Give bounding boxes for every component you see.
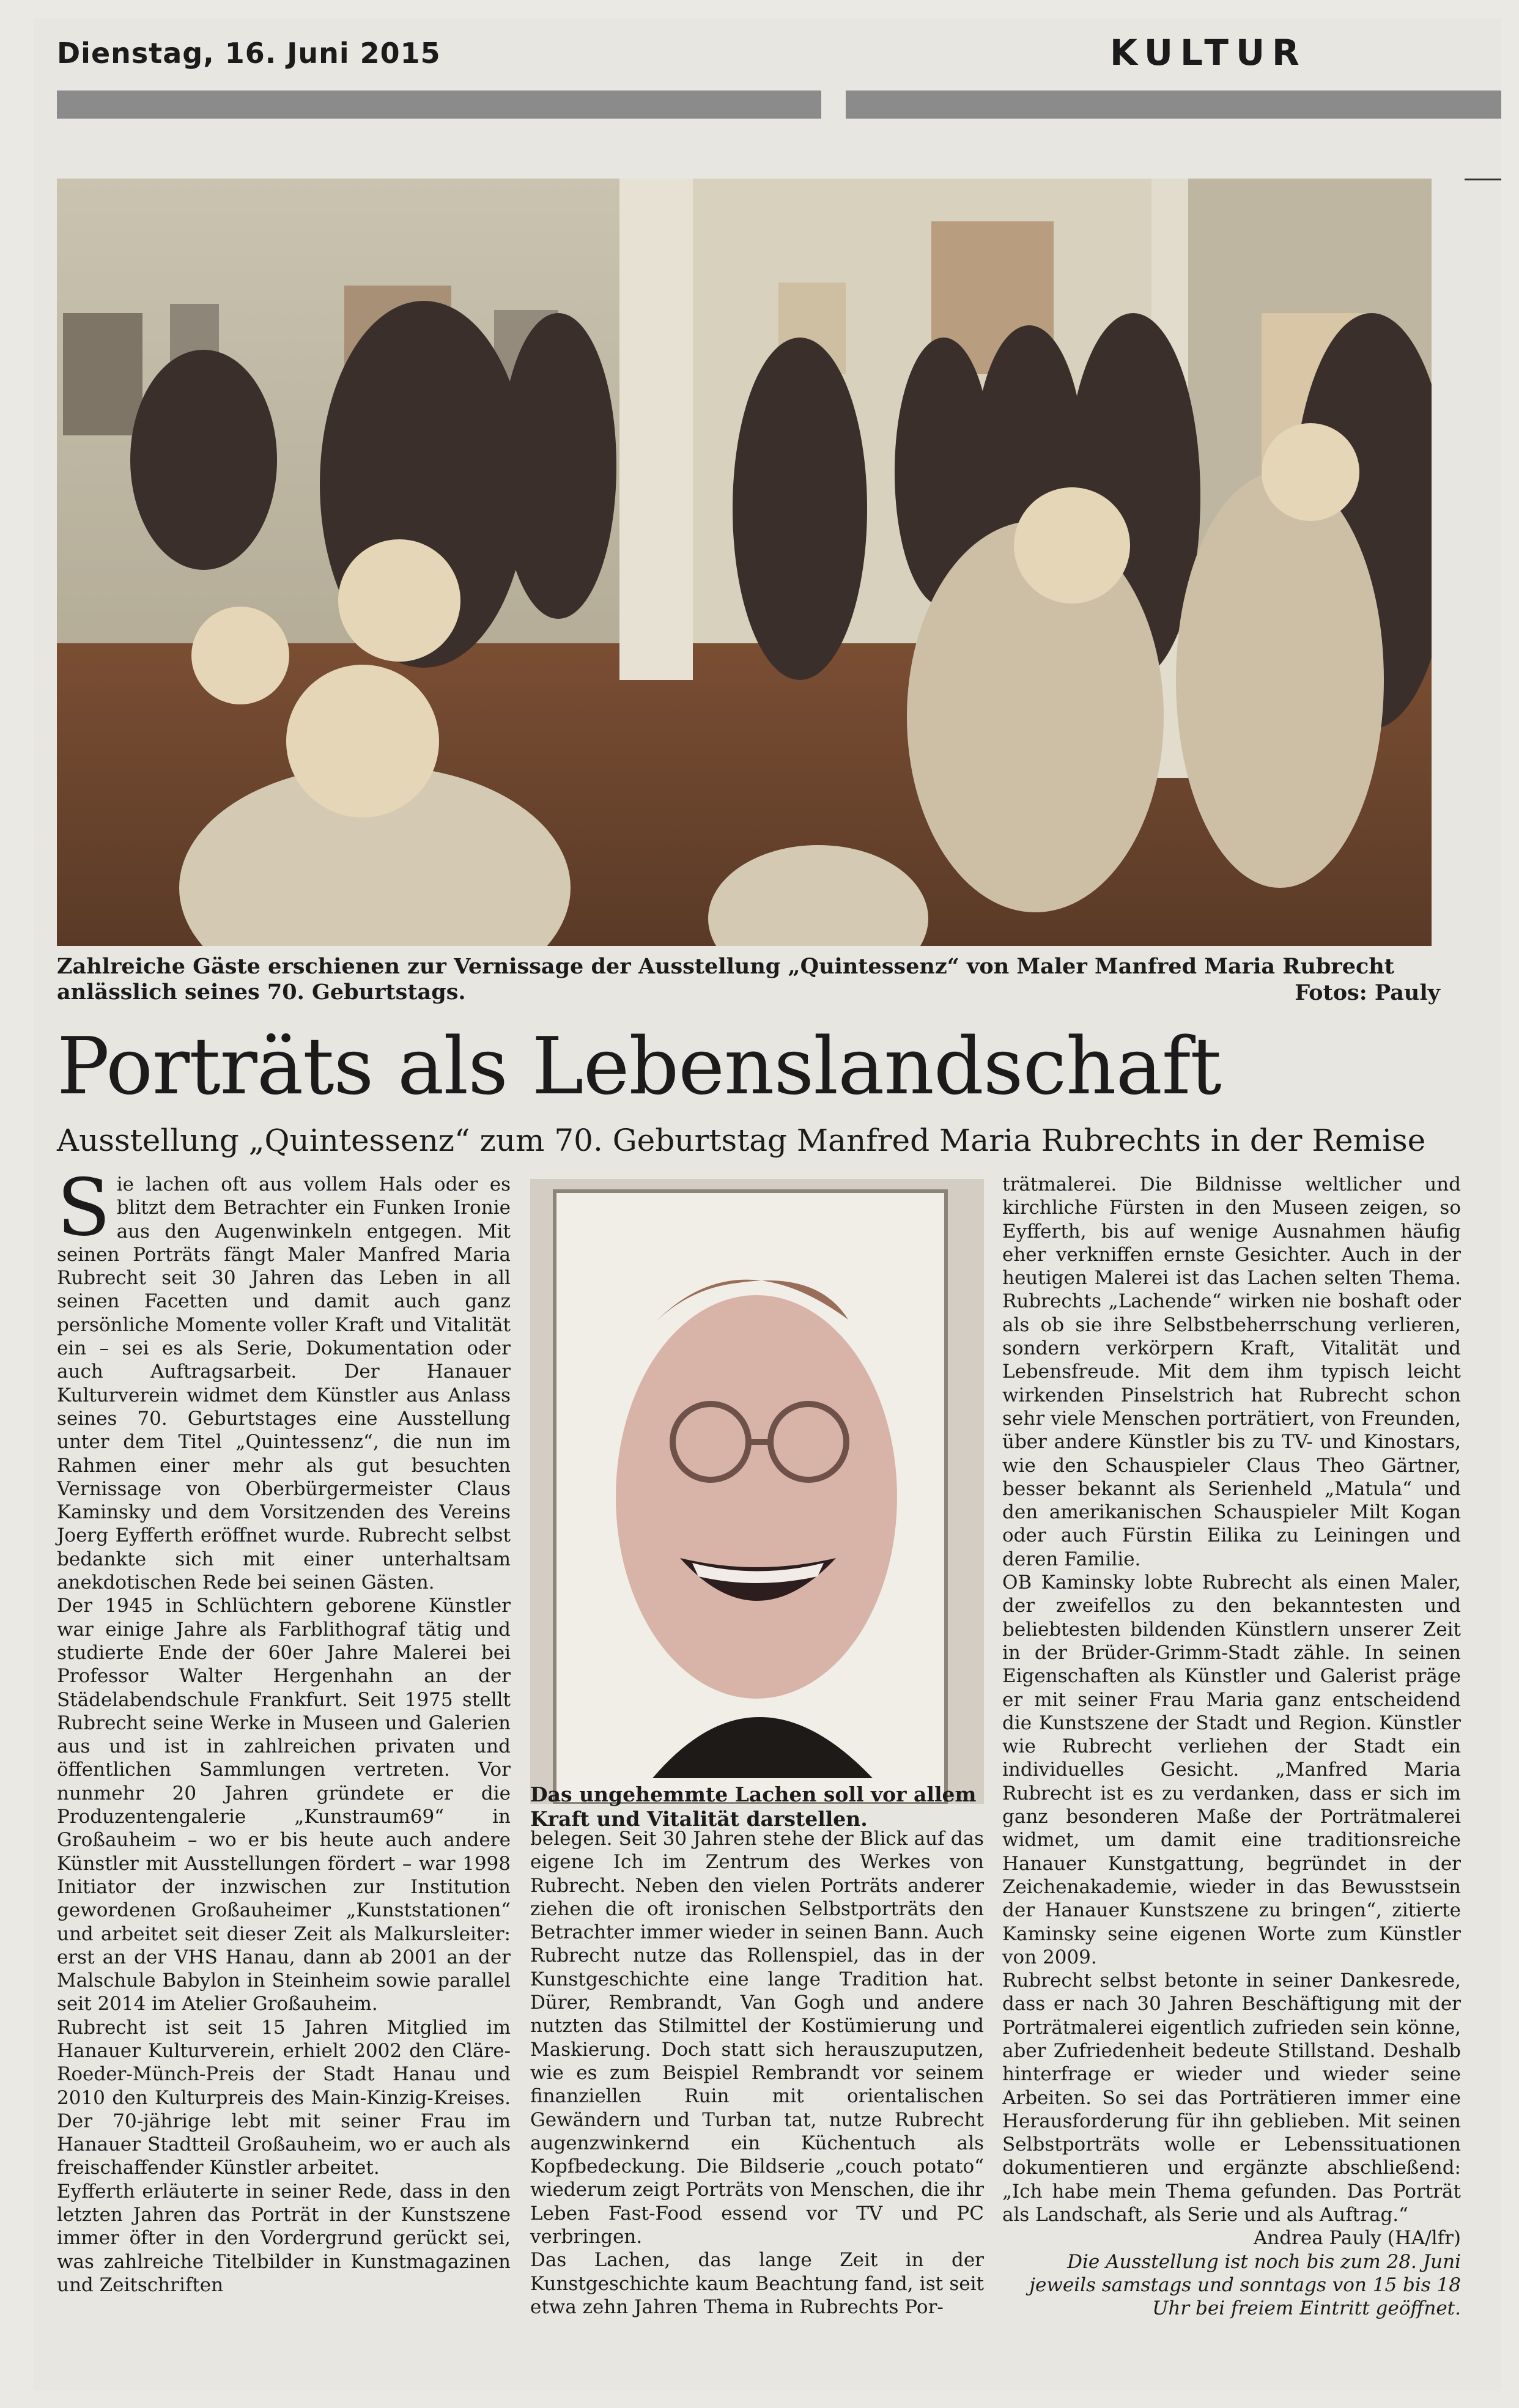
photo-caption: Zahlreiche Gäste erschienen zur Vernissage der Ausstellung „Quintessenz“ von Maler Manfred Maria Rubrecht anlässlich seines 70. Geburtstags.	[57, 954, 1394, 1005]
section-title: KULTUR	[1110, 32, 1307, 73]
article-column-1	[57, 1162, 511, 2297]
paragraph-7: trätmalerei. Die Bildnisse weltlicher und kirchliche Fürsten in den Museen zeigen, so Eyfferth, bis auf wenige Ausnahmen häufig eher verkniffen ernste Gesichter. Auch in der heutigen Malerei ist das Lachen selten Thema. Rubrechts „Lachende“ wirken nie boshaft oder als ob sie ihre Selbstbeherrschung verlieren, sondern verkörpern Kraft, Vitalität und Lebensfreude. Mit dem ihm typisch leicht wirkenden Pinselstrich hat Rubrecht schon sehr viele Menschen porträtiert, von Freunden, über andere Künstler bis zu TV- und Kinostars, wie den Schauspieler Claus Theo Gärtner, besser bekannt als Serienheld „Matula“ und den amerikanischen Schauspieler Milt Kogan oder auch Fürstin Eilika zu Leiningen und deren Familie.	[1002, 1173, 1461, 1570]
paragraph-4: Eyfferth erläuterte in seiner Rede, dass in den letzten Jahren das Porträt in der Kunstszene immer öfter in den Vordergrund gerückt sei, was zahlreiche Titelbilder in Kunstmagazinen und Zeitschriften	[57, 2180, 511, 2296]
exhibition-info: Die Ausstellung ist noch bis zum 28. Juni jeweils samstags und sonntags von 15 bis 18 Uhr bei freiem Eintritt geöffnet.	[1029, 2250, 1461, 2320]
author-byline: Andrea Pauly (HA/lfr)	[1253, 2227, 1461, 2250]
laughing-portrait-photo	[530, 1179, 984, 1804]
vernissage-photo-illustration	[57, 179, 1432, 946]
paragraph-2: Der 1945 in Schlüchtern geborene Künstler war einige Jahre als Farblithograf tätig und studierte Ende der 60er Jahre Malerei bei Professor Walter Hergenhahn an der Städelabendschule Frankfurt. Seit 1975 stellt Rubrecht seine Werke in Museen und Galerien aus und ist in zahlreichen privaten und öffentlichen Sammlungen vertreten. Vor nunmehr 20 Jahren gründete er die Produzentengalerie „Kunstraum69“ in Großauheim – wo er bis heute auch andere Künstler mit Ausstellungen fördert – war 1998 Initiator der inzwischen zur Institution gewordenen Großauheimer „Kunststationen“ und arbeitet seit dieser Zeit als Malkursleiter: erst an der VHS Hanau, dann ab 2001 an der Malschule Babylon in Steinheim sowie parallel seit 2014 im Atelier Großauheim.	[57, 1595, 511, 2015]
vernissage-photo	[57, 179, 1432, 946]
column-rule	[1465, 179, 1501, 180]
paragraph-5: belegen. Seit 30 Jahren stehe der Blick auf das eigene Ich im Zentrum des Werkes von Rubrecht. Neben den vielen Porträts anderer ziehen die oft ironischen Selbstporträts den Betrachter immer wieder in seinen Bann. Auch Rubrecht nutze das Rollenspiel, das in der Kunstgeschichte eine lange Tradition hat. Dürer, Rembrandt, Van Gogh und andere nutzten das Stilmittel der Kostümierung und Maskierung. Doch statt sich herauszuputzen, wie es zum Beispiel Rembrandt vor seinem finanziellen Ruin mit orientalischen Gewändern und Turban tat, nutze Rubrecht augenzwinkernd ein Küchentuch als Kopfbedeckung. Die Bildserie „couch potato“ wiederum zeigt Porträts von Menschen, die ihr Leben Fast-Food essend vor TV und PC verbringen.	[530, 1828, 984, 2248]
drop-cap: S	[57, 1162, 111, 1254]
paragraph-9: Rubrecht selbst betonte in seiner Dankesrede, dass er nach 30 Jahren Beschäftigung mit der Porträtmalerei eigentlich zufrieden sein könne, aber Zufriedenheit bedeute Stillstand. Deshalb hinterfrage er wieder und wieder seine Arbeiten. So sei das Porträtieren immer eine Herausforderung für ihn geblieben. Mit seinen Selbstporträts wolle er Lebenssituationen dokumentieren und ergänzte abschließend: „Ich habe mein Thema gefunden. Das Porträt als Landschaft, als Serie und als Auftrag.“	[1002, 1970, 1461, 2226]
article-column-3	[1002, 1173, 1461, 2321]
laughing-portrait-illustration	[530, 1179, 984, 1804]
paragraph-1: Sie lachen oft aus vollem Hals oder es blitzt dem Betrachter ein Funken Ironie aus den Augenwinkeln entgegen. Mit seinen Porträts fängt Maler Manfred Maria Rubrecht seit 30 Jahren das Leben in all seinen Facetten und damit auch ganz persönliche Momente voller Kraft und Vitalität ein – sei es als Serie, Dokumentation oder auch Auftragsarbeit. Der Hanauer Kulturverein widmet dem Künstler aus Anlass seines 70. Geburtstages eine Ausstellung unter dem Titel „Quintessenz“, die nun im Rahmen einer mehr als gut besuchten Vernissage von Oberbürgermeister Claus Kaminsky und dem Vorsitzenden des Vereins Joerg Eyfferth eröffnet wurde. Rubrecht selbst bedankte sich mit einer unterhaltsam anekdotischen Rede bei seinen Gästen.	[57, 1162, 511, 1594]
article-headline: Porträts als Lebenslandschaft	[57, 1021, 1221, 1112]
article-column-2	[530, 1827, 984, 2319]
issue-date: Dienstag, 16. Juni 2015	[57, 37, 441, 70]
paragraph-6: Das Lachen, das lange Zeit in der Kunstgeschichte kaum Beachtung fand, ist seit etwa zehn Jahren Thema in Rubrechts Por-	[530, 2249, 984, 2318]
photo-credit: Fotos: Pauly	[1295, 980, 1440, 1005]
article-subhead: Ausstellung „Quintessenz“ zum 70. Geburtstag Manfred Maria Rubrechts in der Remise	[57, 1123, 1426, 1158]
newspaper-page	[34, 18, 1501, 2391]
header-bar-left	[57, 90, 821, 119]
paragraph-8: OB Kaminsky lobte Rubrecht als einen Maler, der zweifellos zu den bekanntesten und beliebtesten bildenden Künstlern unserer Zeit in der Brüder-Grimm-Stadt zähle. In seinen Eigenschaften als Künstler und Galerist präge er mit seiner Frau Maria ganz entscheidend die Kunstszene der Stadt und Region. Künstler wie Rubrecht verliehen der Stadt ein individuelles Gesicht. „Manfred Maria Rubrecht ist es zu verdanken, dass er sich im ganz besonderen Maße der Porträtmalerei widmet, um damit eine traditionsreiche Hanauer Kunstgattung, begründet in der Zeichenakademie, wieder in das Bewusstsein der Hanauer Kunstszene zu bringen“, zitierte Kaminsky seine eigenen Worte zum Künstler von 2009.	[1002, 1571, 1461, 1968]
paragraph-3: Rubrecht ist seit 15 Jahren Mitglied im Hanauer Kulturverein, erhielt 2002 den Cläre-Roeder-Münch-Preis der Stadt Hanau und 2010 den Kulturpreis des Main-Kinzig-Kreises. Der 70-jährige lebt mit seiner Frau im Hanauer Stadtteil Großauheim, wo er auch als freischaffender Künstler arbeitet.	[57, 2016, 511, 2179]
portrait-caption: Das ungehemmte Lachen soll vor allem Kraft und Vitalität darstellen.	[530, 1782, 977, 1831]
header-bar-right	[846, 90, 1501, 119]
